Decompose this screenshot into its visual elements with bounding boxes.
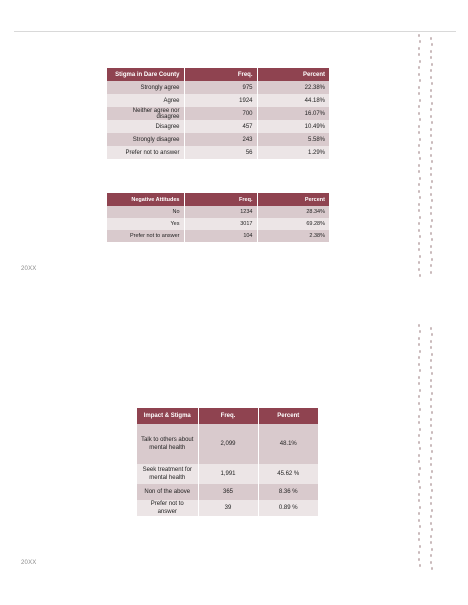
percent-cell: 69.28%: [257, 218, 329, 230]
column-header: Stigma in Dare County: [107, 68, 184, 81]
decorative-dot: [431, 372, 433, 375]
decorative-dot: [419, 157, 421, 160]
decorative-dot: [418, 473, 420, 476]
decorative-dot: [419, 369, 421, 372]
column-header: Freq.: [198, 408, 258, 424]
decorative-dot: [430, 359, 432, 362]
row-label: Neither agree nor disagree: [107, 107, 184, 120]
decorative-dot: [430, 89, 432, 92]
decorative-dot: [418, 324, 420, 327]
decorative-dot: [431, 489, 433, 492]
decorative-dot: [418, 53, 420, 56]
decorative-dot: [418, 434, 420, 437]
decorative-dot: [430, 554, 432, 557]
decorative-dot: [418, 248, 420, 251]
table-row: [107, 81, 329, 94]
stigma-table: [107, 68, 329, 159]
decorative-dot: [431, 102, 433, 105]
decorative-dot: [430, 56, 432, 59]
decorative-dot: [419, 196, 421, 199]
decorative-dot: [419, 216, 421, 219]
decorative-dot: [431, 509, 433, 512]
row-label: Talk to others about mental health: [137, 424, 198, 464]
decorative-dot: [431, 392, 433, 395]
column-header: Freq.: [184, 68, 257, 81]
decorative-dot: [430, 437, 432, 440]
decorative-dot: [431, 238, 433, 241]
decorative-dot: [419, 138, 421, 141]
freq-cell: 243: [184, 133, 257, 146]
decorative-dot: [418, 551, 420, 554]
percent-cell: 28.34%: [257, 206, 329, 218]
percent-cell: 48.1%: [258, 424, 318, 464]
row-label: Disagree: [107, 120, 184, 133]
decorative-dot: [430, 366, 432, 369]
decorative-dot: [431, 160, 433, 163]
decorative-dot: [430, 115, 432, 118]
decorative-dot: [418, 222, 420, 225]
freq-cell: 3017: [184, 218, 257, 230]
decorative-dot: [418, 356, 420, 359]
decorative-dot: [430, 379, 432, 382]
decorative-dot: [430, 340, 432, 343]
decorative-dot: [418, 268, 420, 271]
decorative-dot: [431, 219, 433, 222]
row-label: Strongly disagree: [107, 133, 184, 146]
decorative-dot: [430, 483, 432, 486]
percent-cell: 10.49%: [257, 120, 329, 133]
decorative-dot: [430, 541, 432, 544]
decorative-dot: [430, 522, 432, 525]
decorative-dot: [430, 385, 432, 388]
decorative-dot: [430, 444, 432, 447]
decorative-dot: [419, 467, 421, 470]
decorative-dot: [419, 389, 421, 392]
header-divider: [14, 31, 456, 32]
decorative-dot: [431, 258, 433, 261]
table-row: [107, 133, 329, 146]
decorative-dot: [430, 561, 432, 564]
decorative-dot: [419, 564, 421, 567]
table-row: [107, 218, 329, 230]
decorative-dot: [430, 535, 432, 538]
decorative-dot: [418, 144, 420, 147]
decorative-dot: [418, 376, 420, 379]
freq-cell: 1924: [184, 94, 257, 107]
freq-cell: 104: [184, 230, 257, 242]
percent-cell: 8.36 %: [258, 484, 318, 500]
decorative-dot: [431, 411, 433, 414]
decorative-dot: [418, 73, 420, 76]
table-header-row: [107, 68, 329, 81]
table-header-row: [107, 193, 329, 206]
decorative-dot: [419, 99, 421, 102]
decorative-dot: [418, 151, 420, 154]
decorative-dot: [431, 470, 433, 473]
decorative-dot: [430, 108, 432, 111]
negative-attitudes-table: [107, 193, 329, 242]
percent-cell: 16.07%: [257, 107, 329, 120]
percent-cell: 0.89 %: [258, 500, 318, 516]
decorative-dot-border-bottom: [418, 324, 440, 574]
footer-year: 20XX: [21, 266, 37, 272]
impact-stigma-table: [137, 408, 318, 516]
decorative-dot: [430, 271, 432, 274]
decorative-dot: [430, 206, 432, 209]
decorative-dot: [430, 405, 432, 408]
decorative-dot: [419, 255, 421, 258]
decorative-dot: [430, 346, 432, 349]
table-header-row: [137, 408, 318, 424]
decorative-dot: [419, 60, 421, 63]
decorative-dot: [431, 528, 433, 531]
decorative-dot: [430, 418, 432, 421]
decorative-dot: [431, 199, 433, 202]
freq-cell: 975: [184, 81, 257, 94]
decorative-dot: [418, 395, 420, 398]
decorative-dot: [418, 538, 420, 541]
row-label: Seek treatment for mental health: [137, 464, 198, 484]
decorative-dot: [419, 177, 421, 180]
decorative-dot: [418, 112, 420, 115]
decorative-dot: [430, 245, 432, 248]
decorative-dot: [430, 327, 432, 330]
decorative-dot: [430, 173, 432, 176]
decorative-dot: [431, 121, 433, 124]
decorative-dot: [419, 40, 421, 43]
freq-cell: 1234: [184, 206, 257, 218]
decorative-dot: [419, 235, 421, 238]
decorative-dot: [430, 128, 432, 131]
decorative-dot: [430, 496, 432, 499]
decorative-dot: [418, 441, 420, 444]
table-row: [107, 146, 329, 159]
decorative-dot: [430, 398, 432, 401]
decorative-dot: [418, 209, 420, 212]
footer-year: 20XX: [21, 560, 37, 566]
table-row: [107, 206, 329, 218]
decorative-dot: [418, 34, 420, 37]
table-row: [107, 107, 329, 120]
freq-cell: 700: [184, 107, 257, 120]
decorative-dot: [430, 463, 432, 466]
decorative-dot: [430, 251, 432, 254]
row-label: Yes: [107, 218, 184, 230]
decorative-dot: [430, 154, 432, 157]
column-header: Percent: [257, 193, 329, 206]
decorative-dot: [430, 502, 432, 505]
decorative-dot: [418, 558, 420, 561]
decorative-dot: [419, 447, 421, 450]
decorative-dot: [418, 493, 420, 496]
table-row: [107, 120, 329, 133]
decorative-dot: [431, 63, 433, 66]
decorative-dot: [418, 66, 420, 69]
decorative-dot: [430, 186, 432, 189]
decorative-dot: [418, 402, 420, 405]
row-label: No: [107, 206, 184, 218]
row-label: Agree: [107, 94, 184, 107]
decorative-dot: [418, 460, 420, 463]
decorative-dot-border-top: [418, 34, 440, 280]
row-label: Non of the above: [137, 484, 198, 500]
decorative-dot: [430, 50, 432, 53]
freq-cell: 39: [198, 500, 258, 516]
decorative-dot: [418, 170, 420, 173]
decorative-dot: [430, 212, 432, 215]
decorative-dot: [431, 567, 433, 570]
decorative-dot: [418, 242, 420, 245]
freq-cell: 457: [184, 120, 257, 133]
decorative-dot: [419, 350, 421, 353]
decorative-dot: [431, 431, 433, 434]
decorative-dot: [418, 519, 420, 522]
decorative-dot: [430, 457, 432, 460]
decorative-dot: [430, 193, 432, 196]
decorative-dot: [430, 37, 432, 40]
decorative-dot: [419, 118, 421, 121]
decorative-dot: [418, 363, 420, 366]
percent-cell: 45.62 %: [258, 464, 318, 484]
table-row: [107, 230, 329, 242]
decorative-dot: [418, 203, 420, 206]
decorative-dot: [430, 225, 432, 228]
decorative-dot: [419, 79, 421, 82]
decorative-dot: [418, 125, 420, 128]
decorative-dot: [418, 261, 420, 264]
decorative-dot: [419, 274, 421, 277]
decorative-dot: [418, 343, 420, 346]
decorative-dot: [419, 525, 421, 528]
decorative-dot: [418, 480, 420, 483]
decorative-dot: [431, 82, 433, 85]
freq-cell: 2,099: [198, 424, 258, 464]
decorative-dot: [418, 190, 420, 193]
decorative-dot: [430, 264, 432, 267]
decorative-dot: [431, 353, 433, 356]
column-header: Impact & Stigma: [137, 408, 198, 424]
decorative-dot: [418, 415, 420, 418]
column-header: Percent: [257, 68, 329, 81]
decorative-dot: [418, 337, 420, 340]
decorative-dot: [419, 506, 421, 509]
decorative-dot: [430, 134, 432, 137]
decorative-dot: [430, 476, 432, 479]
decorative-dot: [418, 86, 420, 89]
row-label: Prefer not to answer: [137, 500, 198, 516]
decorative-dot: [419, 486, 421, 489]
decorative-dot: [430, 424, 432, 427]
decorative-dot: [418, 47, 420, 50]
table-row: [137, 424, 318, 464]
decorative-dot: [419, 545, 421, 548]
decorative-dot: [419, 428, 421, 431]
percent-cell: 22.38%: [257, 81, 329, 94]
column-header: Freq.: [184, 193, 257, 206]
percent-cell: 44.18%: [257, 94, 329, 107]
decorative-dot: [419, 408, 421, 411]
decorative-dot: [418, 499, 420, 502]
row-label: Prefer not to answer: [107, 146, 184, 159]
decorative-dot: [418, 183, 420, 186]
freq-cell: 56: [184, 146, 257, 159]
column-header: Percent: [258, 408, 318, 424]
decorative-dot: [418, 92, 420, 95]
row-label: Prefer not to answer: [107, 230, 184, 242]
decorative-dot: [431, 43, 433, 46]
decorative-dot: [431, 180, 433, 183]
decorative-dot: [431, 548, 433, 551]
table-row: [107, 94, 329, 107]
decorative-dot: [418, 382, 420, 385]
table-row: [137, 464, 318, 484]
decorative-dot: [419, 330, 421, 333]
percent-cell: 2.38%: [257, 230, 329, 242]
decorative-dot: [418, 532, 420, 535]
table-row: [137, 500, 318, 516]
decorative-dot: [418, 131, 420, 134]
decorative-dot: [418, 229, 420, 232]
decorative-dot: [418, 512, 420, 515]
decorative-dot: [430, 76, 432, 79]
decorative-dot: [418, 164, 420, 167]
decorative-dot: [418, 454, 420, 457]
decorative-dot: [418, 105, 420, 108]
row-label: Strongly agree: [107, 81, 184, 94]
decorative-dot: [430, 515, 432, 518]
decorative-dot: [418, 421, 420, 424]
decorative-dot: [430, 147, 432, 150]
freq-cell: 1,991: [198, 464, 258, 484]
decorative-dot: [431, 450, 433, 453]
decorative-dot: [431, 141, 433, 144]
percent-cell: 1.29%: [257, 146, 329, 159]
freq-cell: 365: [198, 484, 258, 500]
decorative-dot: [431, 333, 433, 336]
percent-cell: 5.58%: [257, 133, 329, 146]
decorative-dot: [430, 69, 432, 72]
column-header: Negative Attitudes: [107, 193, 184, 206]
decorative-dot: [430, 232, 432, 235]
decorative-dot: [430, 95, 432, 98]
table-row: [137, 484, 318, 500]
decorative-dot: [430, 167, 432, 170]
